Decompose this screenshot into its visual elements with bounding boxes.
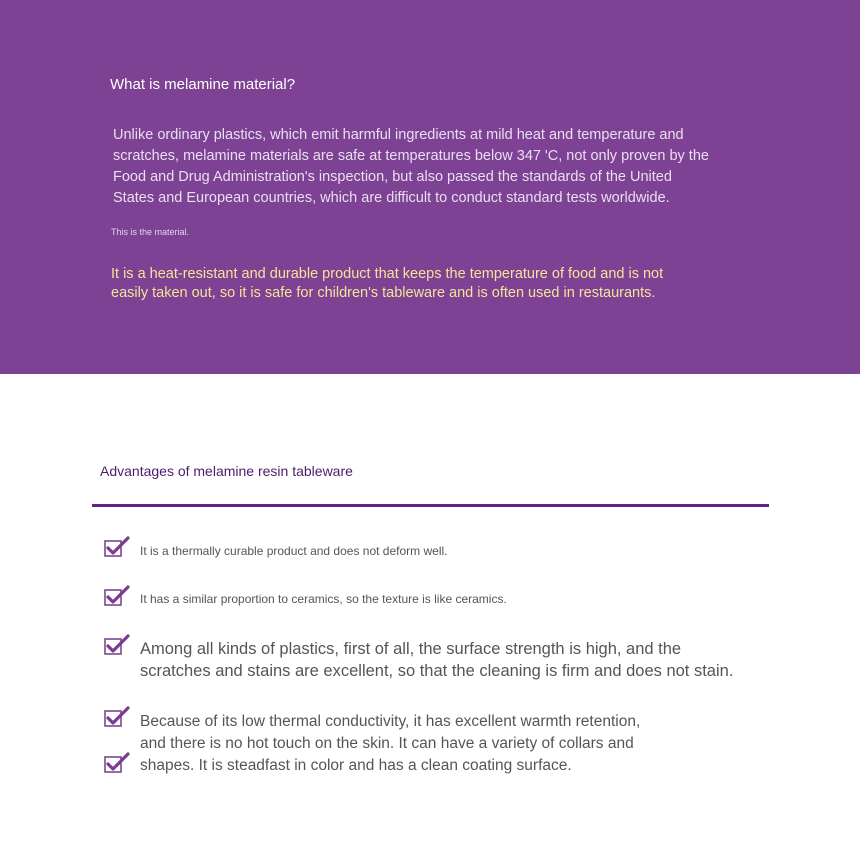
material-description-line: Unlike ordinary plastics, which emit harmful ingredients at mild heat and temperature and (113, 127, 684, 143)
advantage-item (140, 711, 640, 777)
checkmark-icon (104, 536, 130, 558)
advantage-item: It is a thermally curable product and does not deform well. (140, 544, 448, 558)
advantage-item-line: shapes. It is steadfast in color and has a clean coating surface. (140, 757, 572, 774)
advantage-item-line: scratches and stains are excellent, so that the cleaning is firm and does not stain. (140, 661, 734, 680)
material-description-line: Food and Drug Administration's inspection, but also passed the standards of the United (113, 169, 672, 185)
advantages-title: Advantages of melamine resin tableware (100, 463, 353, 479)
checkmark-icon (104, 752, 130, 774)
material-highlight-text (111, 265, 711, 303)
checkmark-icon (104, 706, 130, 728)
material-caption: This is the material. (111, 227, 190, 237)
material-highlight-line: It is a heat-resistant and durable product that keeps the temperature of food and is not (111, 266, 664, 282)
advantage-item (140, 639, 733, 682)
checkmark-icon (104, 585, 130, 607)
advantage-item-line: Among all kinds of plastics, first of all, the surface strength is high, and the (140, 640, 682, 658)
material-description-line: States and European countries, which are difficult to conduct standard tests worldwide. (113, 190, 670, 206)
material-highlight-line: easily taken out, so it is safe for children's tableware and is often used in restaurants. (111, 285, 656, 301)
advantage-item-line: and there is no hot touch on the skin. It can have a variety of collars and (140, 735, 634, 752)
checkmark-icon (104, 634, 130, 656)
material-info-panel (0, 0, 860, 374)
advantage-item: It has a similar proportion to ceramics, so the texture is like ceramics. (140, 592, 507, 606)
material-description (113, 125, 753, 209)
material-section-title: What is melamine material? (110, 76, 296, 93)
advantages-divider (92, 504, 769, 507)
material-description-line: scratches, melamine materials are safe at temperatures below 347 'C, not only proven by the (113, 148, 709, 164)
advantage-item-line: Because of its low thermal conductivity, it has excellent warmth retention, (140, 713, 641, 730)
